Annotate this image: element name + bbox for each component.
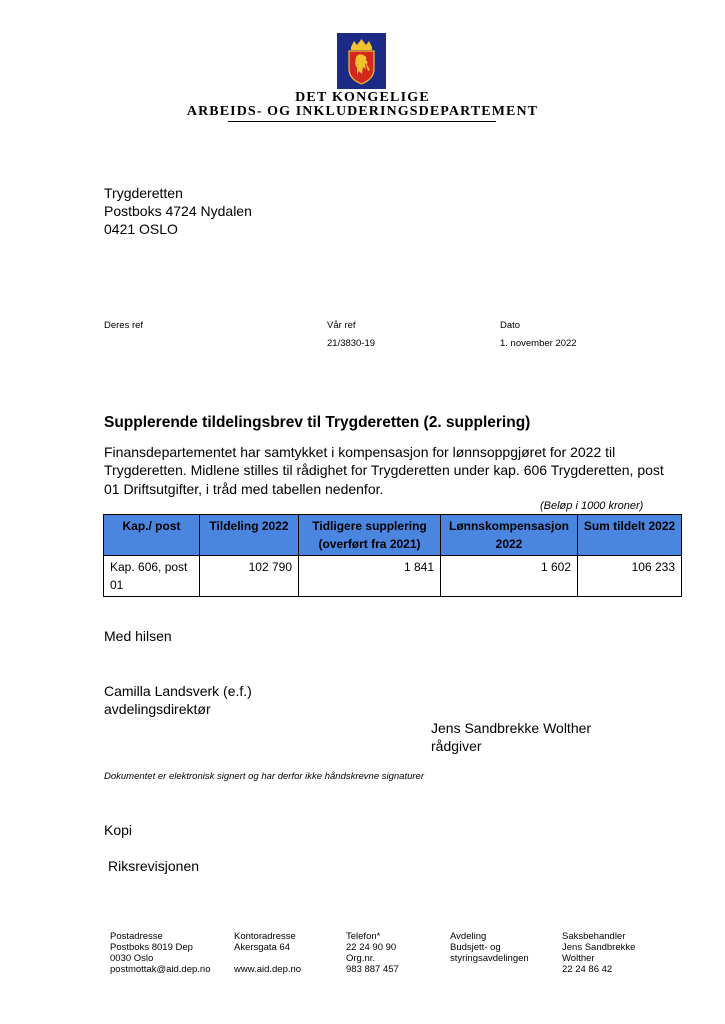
- deres-ref-label: Deres ref: [104, 320, 144, 331]
- signer2-title: rådgiver: [431, 738, 482, 754]
- header-divider: [228, 121, 496, 122]
- signer1-title: avdelingsdirektør: [104, 701, 211, 717]
- date-value: 1. november 2022: [500, 338, 577, 349]
- footer-text: Postboks 8019 Dep: [110, 942, 193, 953]
- footer-postadresse: [110, 931, 210, 975]
- footer-text: 22 24 86 42: [562, 964, 613, 975]
- var-ref-value: 21/3830-19: [327, 338, 376, 349]
- footer-label: Saksbehandler: [562, 931, 626, 942]
- footer-text: styringsavdelingen: [450, 953, 529, 964]
- signer1-name: Camilla Landsverk (e.f.): [104, 683, 252, 699]
- allocation-table: [103, 514, 682, 597]
- table-cell-sum: 106 233: [578, 556, 682, 597]
- kopi-label: Kopi: [104, 822, 133, 838]
- recipient-postal: 0421 OSLO: [104, 221, 178, 237]
- footer-text: Jens Sandbrekke: [562, 942, 636, 953]
- department-name-line2: ARBEIDS- OG INKLUDERINGSDEPARTEMENT: [186, 104, 539, 119]
- table-header-row: [104, 515, 682, 556]
- letter-title: Supplerende tildelingsbrev til Trygderetten (2. supplering): [104, 414, 531, 431]
- table-header: Sum tildelt 2022: [578, 515, 682, 556]
- footer-website: www.aid.dep.no: [234, 964, 302, 975]
- footer-label: Org.nr.: [346, 953, 376, 964]
- footer-label: Kontoradresse: [234, 931, 296, 942]
- date-label: Dato: [500, 320, 521, 331]
- footer-text: 0030 Oslo: [110, 953, 154, 964]
- table-header: Lønnskompensasjon 2022: [441, 515, 578, 556]
- footer-label: Telefon*: [346, 931, 381, 942]
- signer2-name: Jens Sandbrekke Wolther: [431, 720, 592, 736]
- footer-saksbehandler: [562, 931, 635, 975]
- recipient-address: [104, 184, 252, 238]
- table-header: Kap./ post: [104, 515, 200, 556]
- signature-note: Dokumentet er elektronisk signert og har derfor ikke håndskrevne signaturer: [104, 771, 424, 782]
- table-cell-tildeling: 102 790: [200, 556, 299, 597]
- coat-of-arms-icon: [337, 33, 386, 89]
- letter-body: Finansdepartementet har samtykket i kompensasjon for lønnsoppgjøret for 2022 til Trygderetten. Midlene stilles til rådighet for Trygderetten under kap. 606 Trygderetten, post 01 Driftsutgifter, i tråd med tabellen nedenfor.: [104, 444, 664, 497]
- amount-unit-note: (Beløp i 1000 kroner): [540, 500, 644, 512]
- footer-kontoradresse: [234, 931, 301, 975]
- table-header: Tildeling 2022: [200, 515, 299, 556]
- var-ref-label: Vår ref: [327, 320, 356, 331]
- table-cell-tidligere: 1 841: [299, 556, 441, 597]
- kopi-recipient: Riksrevisjonen: [108, 858, 200, 874]
- table-cell-kap-post: Kap. 606, post 01: [104, 556, 200, 597]
- footer-text: Budsjett- og: [450, 942, 501, 953]
- footer-text: 983 887 457: [346, 964, 399, 975]
- footer-label: Postadresse: [110, 931, 163, 942]
- footer-email: postmottak@aid.dep.no: [110, 964, 211, 975]
- footer-avdeling: [450, 931, 529, 964]
- footer-telefon: [346, 931, 399, 975]
- footer-text: Wolther: [562, 953, 595, 964]
- table-cell-lonnskomp: 1 602: [441, 556, 578, 597]
- table-row: [104, 556, 682, 597]
- department-name-line1: DET KONGELIGE: [295, 90, 430, 105]
- table-header: Tidligere supplering (overført fra 2021): [299, 515, 441, 556]
- recipient-street: Postboks 4724 Nydalen: [104, 203, 252, 219]
- footer-label: Avdeling: [450, 931, 487, 942]
- recipient-name: Trygderetten: [104, 185, 183, 201]
- footer-text: Akersgata 64: [234, 942, 290, 953]
- footer-text: 22 24 90 90: [346, 942, 397, 953]
- greeting: Med hilsen: [104, 628, 172, 644]
